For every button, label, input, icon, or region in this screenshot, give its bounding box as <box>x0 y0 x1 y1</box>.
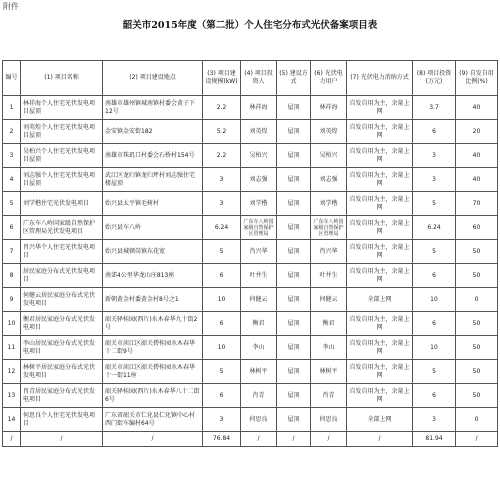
col-header-site: (2) 项目建设地点 <box>103 61 203 96</box>
cell-site: 广东省韶关市仁化县仁化镇中心村西门街车编村64号 <box>103 408 203 432</box>
cell-capacity: 10 <box>203 336 241 360</box>
cell-user: 广东车八岭国家级自然保护区管理局 <box>311 216 347 240</box>
cell-cost: 6 <box>413 384 456 408</box>
cell-no: 2 <box>3 120 21 144</box>
cell-cost: 3 <box>413 168 456 192</box>
cell-cost: 3 <box>413 144 456 168</box>
cell-site: 韶关驿桂园(西片)水木春华九十街2号 <box>103 312 203 336</box>
table-row <box>3 360 498 384</box>
table-row <box>3 408 498 432</box>
col-header-investor: (4) 项目投资人 <box>241 61 277 96</box>
cell-site: 始兴县车八岭 <box>103 216 203 240</box>
cell-name: 吴柏兴个人住宅光伏发电项目屋顶 <box>21 144 103 168</box>
cell-user: 衡君 <box>311 312 347 336</box>
cell-name: 何思良个人住宅光伏发电项目 <box>21 408 103 432</box>
cell-ratio: 40 <box>456 168 498 192</box>
cell-cost: 10 <box>413 288 456 312</box>
cell-investor: 刘志强 <box>241 168 277 192</box>
cell-name: 林树平居民家庭分布式光伏发电项目 <box>21 360 103 384</box>
cell-investor: 何健云 <box>241 288 277 312</box>
cell-usage: 全部上网 <box>347 408 413 432</box>
cell-capacity: 6 <box>203 384 241 408</box>
cell-name: 衡君居民家庭分布式光伏发电项目 <box>21 312 103 336</box>
table-row <box>3 168 498 192</box>
cell-ratio: 40 <box>456 96 498 120</box>
cell-no: 13 <box>3 384 21 408</box>
col-header-cost: (8) 项目投资(万元) <box>413 61 456 96</box>
page-title: 韶关市2015年度（第二批）个人住宅分布式光伏备案项目表 <box>122 20 378 31</box>
cell-no: 1 <box>3 96 21 120</box>
cell-user: 肖兴华 <box>311 240 347 264</box>
cell-no: 8 <box>3 264 21 288</box>
cell-site: 南雄市雄州镇城南镇村委会黄子下12号 <box>103 96 203 120</box>
cell-investor: 肖兴华 <box>241 240 277 264</box>
cell-mode: 屋顶 <box>277 384 311 408</box>
cell-ratio: 50 <box>456 360 498 384</box>
table-row <box>3 384 498 408</box>
cell-user: 何思良 <box>311 408 347 432</box>
col-header-usage: (7) 光伏电力消纳方式 <box>347 61 413 96</box>
cell-ratio: 40 <box>456 144 498 168</box>
cell-cost: 5 <box>413 192 456 216</box>
cell-site: / <box>103 432 203 447</box>
cell-usage: 自发自用为主，余量上网 <box>347 216 413 240</box>
cell-capacity: 2.2 <box>203 96 241 120</box>
cell-usage: 自发自用为主，余量上网 <box>347 192 413 216</box>
col-header-mode: (5) 建设方式 <box>277 61 311 96</box>
cell-cost: 5 <box>413 360 456 384</box>
cell-no: / <box>3 432 21 447</box>
cell-investor: 刘学楷 <box>241 192 277 216</box>
project-table <box>2 60 498 447</box>
cell-ratio: 0 <box>456 288 498 312</box>
total-cost: 81.94 <box>413 432 456 447</box>
col-header-name: (1) 项目名称 <box>21 61 103 96</box>
cell-site: 金安镇金安街182 <box>103 120 203 144</box>
cell-no: 9 <box>3 288 21 312</box>
cell-cost: 6 <box>413 264 456 288</box>
cell-capacity: 3 <box>203 192 241 216</box>
cell-investor: 林祥海 <box>241 96 277 120</box>
cell-mode: 屋顶 <box>277 96 311 120</box>
cell-capacity: 5.2 <box>203 120 241 144</box>
cell-mode: 屋顶 <box>277 144 311 168</box>
cell-usage: 自发自用为主，余量上网 <box>347 240 413 264</box>
table-row <box>3 312 498 336</box>
cell-user: 吴柏兴 <box>311 144 347 168</box>
cell-ratio: 50 <box>456 312 498 336</box>
cell-cost: 5 <box>413 240 456 264</box>
cell-capacity: 3 <box>203 408 241 432</box>
cell-usage: 全部上网 <box>347 288 413 312</box>
cell-usage: 自发自用为主，余量上网 <box>347 384 413 408</box>
col-header-no: 编号 <box>3 61 21 96</box>
cell-site: 韶关驿桂园(西片)水木春华八十二街6号 <box>103 384 203 408</box>
total-row <box>3 432 498 447</box>
cell-site: 南郊4公里华龙山庄813座 <box>103 264 203 288</box>
cell-user: 刘志强 <box>311 168 347 192</box>
cell-mode: 屋顶 <box>277 216 311 240</box>
cell-usage: 自发自用为主，余量上网 <box>347 120 413 144</box>
cell-name: 肖兴华个人住宅光伏发电项目 <box>21 240 103 264</box>
cell-cost: 6 <box>413 120 456 144</box>
cell-no: 5 <box>3 192 21 216</box>
table-row <box>3 216 498 240</box>
cell-name: 居民家庭分布式光伏发电项目 <box>21 264 103 288</box>
cell-site: 武江区龙归镇龙归坪村刘志强住宅楼屋顶 <box>103 168 203 192</box>
cell-investor: 何思良 <box>241 408 277 432</box>
cell-capacity: 3 <box>203 168 241 192</box>
cell-site: 新朝黄金村委黄金村8号之1 <box>103 288 203 312</box>
cell-usage: 自发自用为主，余量上网 <box>347 144 413 168</box>
cell-mode: 屋顶 <box>277 264 311 288</box>
cell-investor: 肖青 <box>241 384 277 408</box>
cell-ratio: / <box>456 432 498 447</box>
cell-usage: 自发自用为主，余量上网 <box>347 168 413 192</box>
cell-investor: 衡君 <box>241 312 277 336</box>
cell-cost: 3 <box>413 408 456 432</box>
cell-name: 刘志强个人住宅光伏发电项目屋顶 <box>21 168 103 192</box>
table-header-row <box>3 61 498 96</box>
cell-capacity: 6.24 <box>203 216 241 240</box>
cell-no: 7 <box>3 240 21 264</box>
cell-investor: 林树平 <box>241 360 277 384</box>
cell-capacity: 6 <box>203 312 241 336</box>
cell-no: 4 <box>3 168 21 192</box>
col-header-ratio: (9) 自发自用比例(%) <box>456 61 498 96</box>
cell-capacity: 5 <box>203 360 241 384</box>
cell-no: 6 <box>3 216 21 240</box>
cell-investor: / <box>241 432 277 447</box>
cell-mode: 屋顶 <box>277 240 311 264</box>
cell-ratio: 50 <box>456 240 498 264</box>
cell-investor: 刘英煌 <box>241 120 277 144</box>
table-row <box>3 264 498 288</box>
cell-name: 林祥海个人住宅光伏发电项目屋顶 <box>21 96 103 120</box>
cell-cost: 6.24 <box>413 216 456 240</box>
cell-site: 南雄市珠玑口村委会石桥村154号 <box>103 144 203 168</box>
table-row <box>3 144 498 168</box>
table-row <box>3 120 498 144</box>
cell-no: 14 <box>3 408 21 432</box>
table-row <box>3 240 498 264</box>
cell-user: 李山 <box>311 336 347 360</box>
cell-user: 刘学楷 <box>311 192 347 216</box>
cell-no: 3 <box>3 144 21 168</box>
cell-site: 韶关市浈江区韶关碧桂园水木春华十二街9号 <box>103 336 203 360</box>
cell-name: 何健云居民家庭分布式光伏发电项目 <box>21 288 103 312</box>
cell-user: 林树平 <box>311 360 347 384</box>
cell-mode: 屋顶 <box>277 408 311 432</box>
cell-mode: 屋顶 <box>277 312 311 336</box>
cell-usage: 自发自用为主，余量上网 <box>347 336 413 360</box>
cell-site: 始兴县太平镇毛树村 <box>103 192 203 216</box>
cell-usage: 自发自用为主，余量上网 <box>347 360 413 384</box>
cell-ratio: 50 <box>456 264 498 288</box>
cell-mode: 屋顶 <box>277 120 311 144</box>
cell-no: 12 <box>3 360 21 384</box>
cell-investor: 广东车八岭国家级自然保护区管理局 <box>241 216 277 240</box>
cell-site: 韶关市浈江区韶关碧桂园水木春华十一街11座 <box>103 360 203 384</box>
cell-usage: 自发自用为主，余量上网 <box>347 96 413 120</box>
cell-mode: 屋顶 <box>277 336 311 360</box>
cell-user: 叶井生 <box>311 264 347 288</box>
cell-name: 广东车八岭国家级自然保护区管理局光伏发电项目 <box>21 216 103 240</box>
table-row <box>3 192 498 216</box>
cell-name: / <box>21 432 103 447</box>
cell-mode: 屋顶 <box>277 360 311 384</box>
cell-investor: 吴柏兴 <box>241 144 277 168</box>
cell-cost: 6 <box>413 312 456 336</box>
table-row <box>3 96 498 120</box>
cell-user: 林祥海 <box>311 96 347 120</box>
col-header-capacity: (3) 项目建设规模(kW) <box>203 61 241 96</box>
cell-cost: 3.7 <box>413 96 456 120</box>
cell-investor: 李山 <box>241 336 277 360</box>
cell-user: / <box>311 432 347 447</box>
cell-mode: 屋顶 <box>277 192 311 216</box>
cell-user: 刘英煌 <box>311 120 347 144</box>
cell-investor: 叶井生 <box>241 264 277 288</box>
cell-capacity: 2.2 <box>203 144 241 168</box>
table-row <box>3 336 498 360</box>
cell-capacity: 5 <box>203 240 241 264</box>
cell-site: 始兴县城顿岗镇东花宽 <box>103 240 203 264</box>
col-header-user: (6) 光伏电力用户 <box>311 61 347 96</box>
cell-usage: / <box>347 432 413 447</box>
cell-ratio: 0 <box>456 408 498 432</box>
cell-no: 11 <box>3 336 21 360</box>
cell-user: 何健云 <box>311 288 347 312</box>
cell-ratio: 70 <box>456 192 498 216</box>
cell-ratio: 20 <box>456 120 498 144</box>
cell-mode: 屋顶 <box>277 168 311 192</box>
cell-name: 肖青居民家庭分布式光伏发电项目 <box>21 384 103 408</box>
cell-ratio: 50 <box>456 384 498 408</box>
cell-usage: 自发自用为主，余量上网 <box>347 312 413 336</box>
cell-user: 肖青 <box>311 384 347 408</box>
total-capacity: 76.84 <box>203 432 241 447</box>
cell-name: 刘学楷住宅光伏发电项目 <box>21 192 103 216</box>
cell-mode: 屋顶 <box>277 288 311 312</box>
cell-capacity: 6 <box>203 264 241 288</box>
cell-ratio: 50 <box>456 336 498 360</box>
cell-ratio: 60 <box>456 216 498 240</box>
attachment-label: 附件 <box>3 2 19 11</box>
cell-usage: 自发自用为主，余量上网 <box>347 264 413 288</box>
cell-capacity: 10 <box>203 288 241 312</box>
cell-name: 李山居民家庭分布式光伏发电项目 <box>21 336 103 360</box>
cell-no: 10 <box>3 312 21 336</box>
cell-cost: 10 <box>413 336 456 360</box>
table-row <box>3 288 498 312</box>
cell-name: 刘英煌个人住宅光伏发电项目屋顶 <box>21 120 103 144</box>
cell-mode: / <box>277 432 311 447</box>
